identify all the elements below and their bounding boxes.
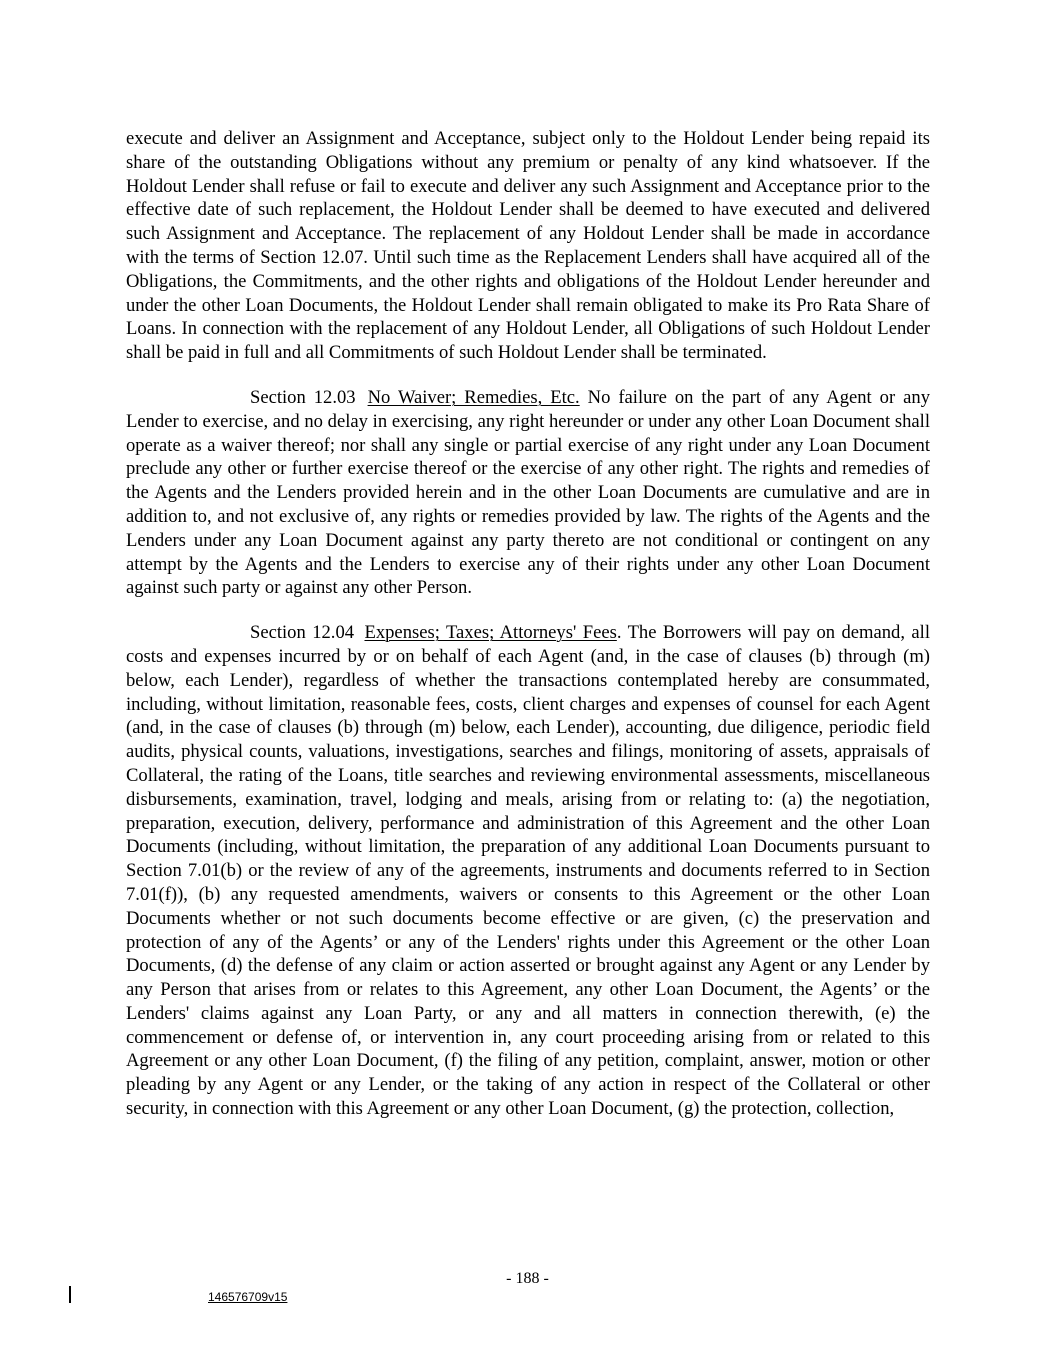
- section-12-03: [126, 386, 930, 600]
- section-text: No failure on the part of any Agent or any Lender to exercise, and no delay in exercising, any right hereunder or under any other Loan Document shall operate as a waiver thereof; nor shall any single or partial exercise of any right under any Loan Document preclude any other or further exercise thereof or the exercise of any other right. The rights and remedies of the Agents and the Lenders provided herein and in the other Loan Documents are cumulative and are in addition to, and not exclusive of, any rights or remedies provided by law. The rights of the Agents and the Lenders under any Loan Document against any party thereto are not conditional or contingent on any attempt by the Agents and the Lenders to exercise any of their rights under any other Loan Document against such party or against any other Person.: [126, 386, 930, 599]
- section-heading: No Waiver; Remedies, Etc.: [367, 386, 580, 408]
- page-number: - 188 -: [506, 1270, 549, 1287]
- document-id: 146576709v15: [208, 1290, 288, 1304]
- paragraph-holdout-lender: execute and deliver an Assignment and Acceptance, subject only to the Holdout Lender being repaid its share of the outstanding Obligations without any premium or penalty of any kind whatsoever. If the Holdout Lender shall refuse or fail to execute and deliver any such Assignment and Acceptance prior to the effective date of such replacement, the Holdout Lender shall be deemed to have executed and delivered such Assignment and Acceptance. The replacement of any Holdout Lender shall be made in accordance with the terms of Section 12.07. Until such time as the Replacement Lenders shall have acquired all of the Obligations, the Commitments, and the other rights and obligations of the Holdout Lender hereunder and under the other Loan Documents, the Holdout Lender shall remain obligated to make its Pro Rata Share of Loans. In connection with the replacement of any Holdout Lender, all Obligations of such Holdout Lender shall be paid in full and all Commitments of such Holdout Lender shall be terminated.: [126, 128, 930, 364]
- section-text: . The Borrowers will pay on demand, all costs and expenses incurred by or on behalf of each Agent (and, in the case of clauses (b) through (m) below, each Lender), regardless of whether the transactions contemplated hereby are consummated, including, without limitation, reasonable fees, costs, client charges and expenses of counsel for each Agent (and, in the case of clauses (b) through (m) below, each Lender), accounting, due diligence, periodic field audits, physical counts, valuations, investigations, searches and filings, monitoring of assets, appraisals of Collateral, the rating of the Loans, title searches and reviewing environmental assessments, miscellaneous disbursements, examination, travel, lodging and meals, arising from or relating to: (a) the negotiation, preparation, execution, delivery, performance and administration of this Agreement and the other Loan Documents (including, without limitation, the preparation of any additional Loan Documents pursuant to Section 7.01(b) or the review of any of the agreements, instruments and documents referred to in Section 7.01(f)), (b) any requested amendments, waivers or consents to this Agreement or the other Loan Documents whether or not such documents become effective or are given, (c) the preservation and protection of any of the Agents’ or any of the Lenders' rights under this Agreement or the other Loan Documents, (d) the defense of any claim or action asserted or brought against any Agent or any Lender by any Person that arises from or relates to this Agreement, any other Loan Document, the Agents’ or the Lenders' claims against any Loan Party, or any and all matters in connection therewith, (e) the commencement or defense of, or intervention in, any court proceeding arising from or related to this Agreement or any other Loan Document, (f) the filing of any petition, complaint, answer, motion or other pleading by any Agent or any Lender, or the taking of any action in respect of the Collateral or other security, in connection with this Agreement or any other Loan Document, (g) the protection, collection,: [126, 622, 930, 1120]
- section-number: Section 12.04: [250, 622, 355, 644]
- section-number: Section 12.03: [250, 386, 356, 408]
- revision-change-bar: [69, 1286, 71, 1303]
- section-12-04: [126, 621, 930, 1121]
- document-body: [126, 127, 930, 1121]
- section-heading: Expenses; Taxes; Attorneys' Fees: [364, 622, 617, 644]
